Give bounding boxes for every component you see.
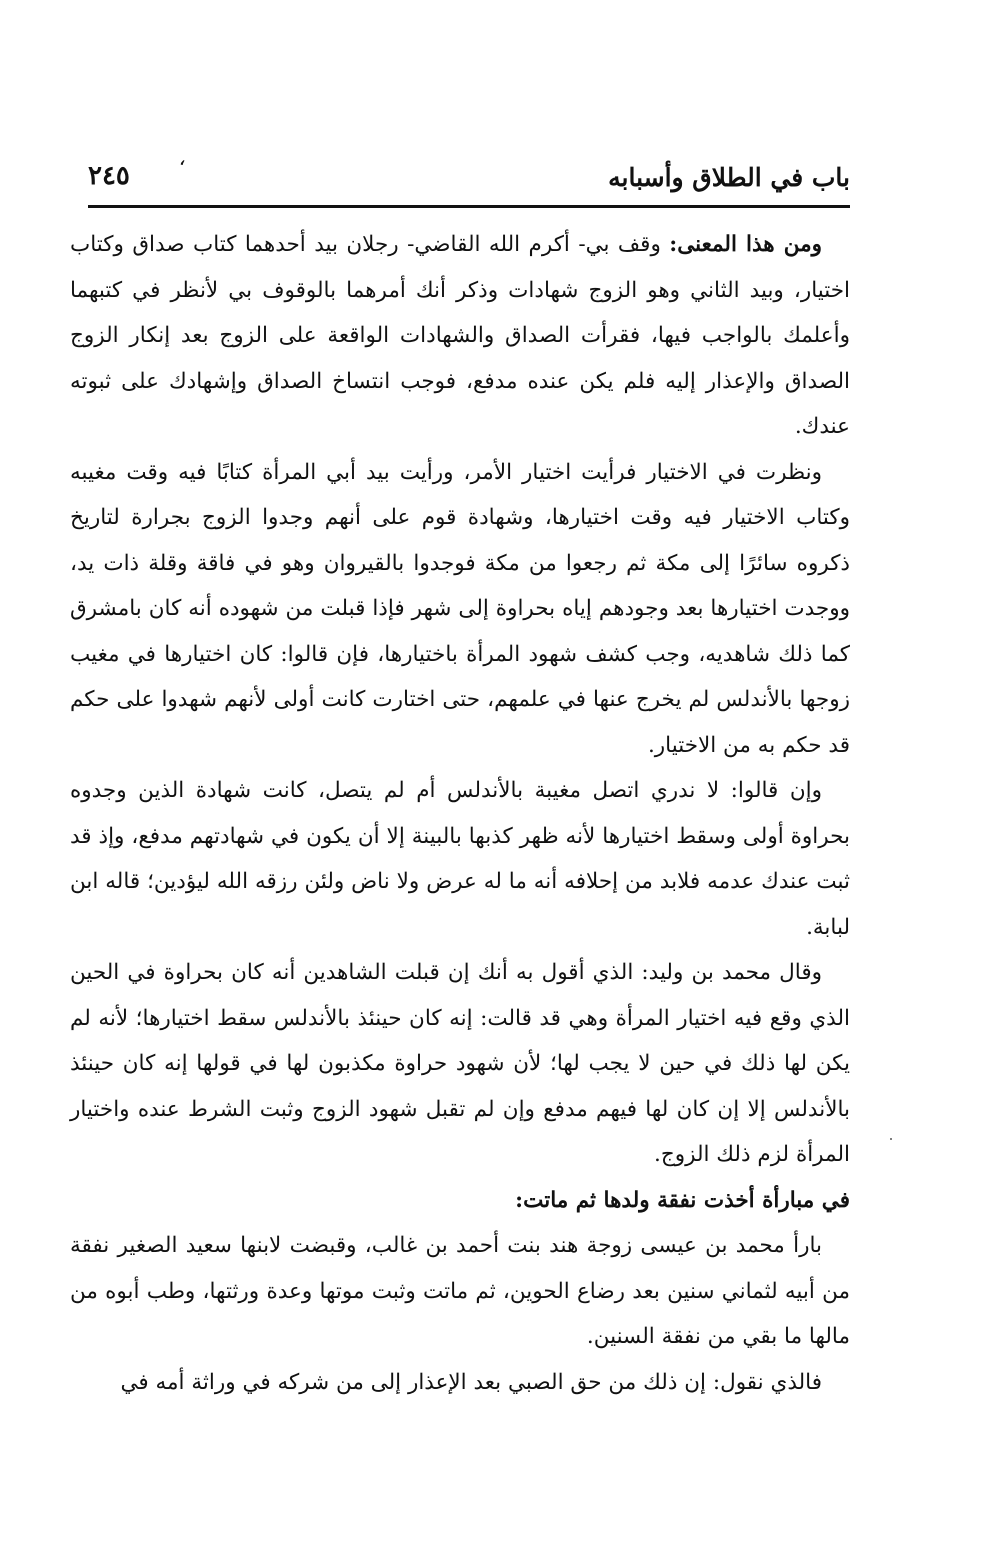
- paragraph: وقال محمد بن وليد: الذي أقول به أنك إن قبلت الشاهدين أنه كان بحراوة في الحين الذي وقع فيه اختيار المرأة وهي قد قالت: إنه كان حينئذ بالأندلس سقط اختيارها؛ لأنه لم يكن لها ذلك في حين لا يجب لها؛ لأن شهود حراوة مكذبون لها في قولها إنه كان حينئذ بالأندلس إلا إن كان لها فيهم مدفع وإن لم تقبل شهود الزوج وثبت الشرط عنده واختيار المرأة لزم ذلك الزوج.: [70, 960, 850, 1167]
- paragraph: ونظرت في الاختيار فرأيت اختيار الأمر، ورأيت بيد أبي المرأة كتابًا فيه وقت مغيبه وكتاب الاختيار فيه وقت اختيارها، وشهادة قوم على أنهم وجدوا الزوج بجرارة لتاريخ ذكروه سائرًا إلى مكة ثم رجعوا من مكة فوجدوا بالقيروان وهو في فاقة وقلة ذات يد، ووجدت اختيارها بعد وجودهم إياه بحراوة إلى شهر فإذا قبلت من شهوده أنه كان بامشرق كما ذلك شاهديه، وجب كشف شهود المرأة باختيارها، فإن قالوا: كان اختيارها في مغيب زوجها بالأندلس لم يخرج عنها في علمهم، حتى اختارت كانت أولى لأنهم شهدوا على حكم قد حكم به من الاختيار.: [70, 459, 850, 758]
- page-body: [70, 222, 850, 1405]
- page-header: [88, 158, 850, 206]
- paragraph: بارأ محمد بن عيسى زوجة هند بنت أحمد بن غالب، وقبضت لابنها سعيد الصغير نفقة من أبيه لثماني سنين بعد رضاع الحوين، ثم ماتت وثبت موتها وعدة ورثتها، وطب أبوه من مالها ما بقي من نفقة السنين.: [70, 1233, 850, 1349]
- running-title: باب في الطلاق وأسبابه: [608, 163, 850, 192]
- paragraph: [70, 222, 850, 450]
- paragraph: فالذي نقول: إن ذلك من حق الصبي بعد الإعذار إلى من شركه في وراثة أمه في: [120, 1369, 822, 1395]
- paragraph: وإن قالوا: لا ندري اتصل مغيبة بالأندلس أم لم يتصل، كانت شهادة الذين وجدوه بحراوة أولى وسقط اختيارها لأنه ظهر كذبها بالبينة إلا أن يكون في شهادتهم مدفع، وإذ قد ثبت عندك عدمه فلابد من إحلافه أنه ما له عرض ولا ناض ولئن رزقه الله ليؤدين؛ قاله ابن لبابة.: [70, 778, 850, 940]
- page-number: ٢٤٥: [88, 161, 130, 191]
- margin-speck: [890, 1138, 892, 1140]
- header-divider: [88, 205, 850, 208]
- paragraph-text: وقف بي- أكرم الله القاضي- رجلان بيد أحدهما كتاب صداق وكتاب اختيار، وبيد الثاني وهو الزوج شهادات وذكر أنك أمرهما بالوقوف بي لأنظر في كتبهما وأعلمك بالواجب فيها، فقرأت الصداق والشهادات الواقعة على الزوج بعد إنكار الزوج الصداق والإعذار إليه فلم يكن عنده مدفع، فوجب انتساخ الصداق وإشهادك على ثبوته عندك.: [70, 232, 850, 439]
- paragraph-lead-phrase: ومن هذا المعنى:: [669, 232, 822, 257]
- section-heading: في مبارأة أخذت نفقة ولدها ثم ماتت:: [515, 1187, 850, 1213]
- stray-ink-mark: ،: [177, 145, 189, 171]
